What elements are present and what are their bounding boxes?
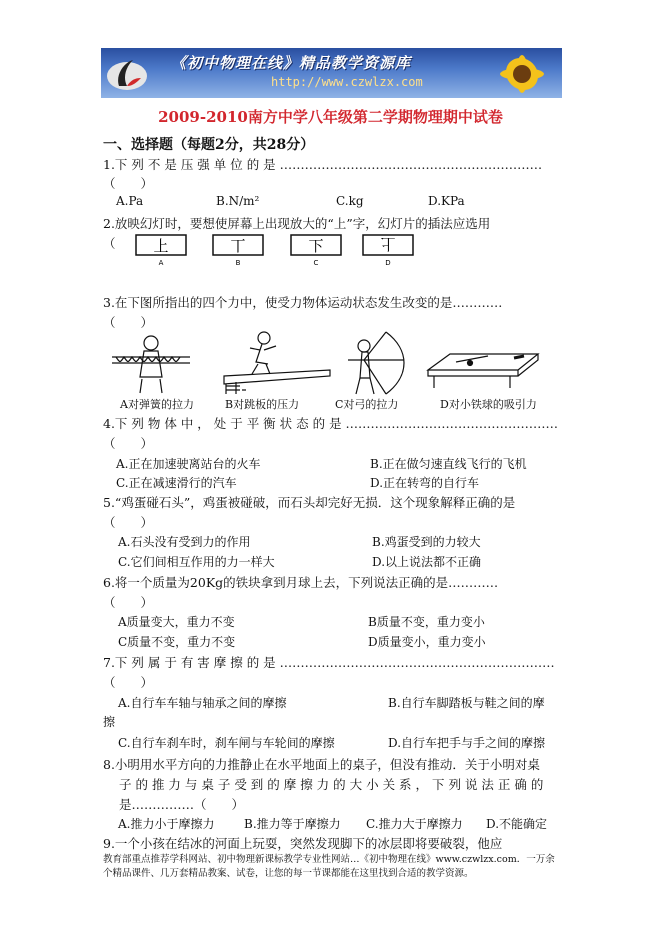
question-1-stem: 1.下 列 不 是 压 强 单 位 的 是 ……………………………………………………… <box>103 157 543 172</box>
q3-option-a: A对弹簧的拉力 <box>120 398 194 411</box>
q1-option-d: D.KPa <box>428 194 465 208</box>
magnet-ball-figure <box>426 336 540 392</box>
q6-option-d: D质量变小，重力变小 <box>368 635 486 649</box>
question-9-line-1: 9.一个小孩在结冰的河面上玩耍，突然发现脚下的冰层即将要破裂，他应 <box>103 836 503 851</box>
spring-figure <box>106 333 196 395</box>
bow-figure <box>340 330 412 396</box>
q7-option-c: C.自行车刹车时，刹车闸与车轮间的摩擦 <box>118 736 335 750</box>
q6-option-a: A质量变大，重力不变 <box>118 615 235 629</box>
q8-option-b: B.推力等于摩擦力 <box>244 817 341 831</box>
question-1-paren: （ ） <box>103 176 154 191</box>
footer-line-1: 教育部重点推荐学科网站、初中物理新课标教学专业性网站…《初中物理在线》www.czwlzx.com．一万余 <box>103 854 555 865</box>
slide-glyph-a: 上 <box>153 237 169 255</box>
question-7-paren: （ ） <box>103 675 154 690</box>
q7-option-d: D.自行车把手与手之间的摩擦 <box>388 736 546 750</box>
question-2-paren: （ <box>103 236 116 251</box>
q8-option-c: C.推力大于摩擦力 <box>366 817 463 831</box>
header-banner <box>101 48 562 98</box>
q3-option-b: B对跳板的压力 <box>225 398 300 411</box>
section-heading: 一、选择题（每题2分，共28分） <box>103 137 315 153</box>
question-8-line-1: 8.小明用水平方向的力推静止在水平地面上的桌子，但没有推动．关于小明对桌 <box>103 757 540 772</box>
slide-option-b <box>211 233 267 267</box>
q6-option-c: C质量不变，重力不变 <box>118 635 236 649</box>
q7-option-a: A.自行车车轴与轴承之间的摩擦 <box>118 696 287 710</box>
page-title: 2009-2010南方中学八年级第二学期物理期中试卷 <box>158 108 503 126</box>
slide-option-a <box>134 233 190 267</box>
slide-option-c <box>289 233 345 267</box>
logo-icon <box>105 54 149 94</box>
question-4-paren: （ ） <box>103 436 154 451</box>
slide-label-a: A <box>158 259 164 267</box>
q7-option-b-cont: 擦 <box>103 715 116 729</box>
q1-option-a: A.Pa <box>116 194 144 208</box>
q1-option-b: B.N/m² <box>216 194 260 208</box>
slide-label-b: B <box>235 259 241 267</box>
question-6-paren: （ ） <box>103 595 154 610</box>
banner-url: http://www.czwlzx.com <box>271 75 423 89</box>
diving-board-figure <box>222 330 332 396</box>
question-8-line-3: 是……………（ ） <box>119 797 245 812</box>
slide-label-c: C <box>313 259 319 267</box>
slide-glyph-d: 上 <box>380 235 396 253</box>
q5-option-b: B.鸡蛋受到的力较大 <box>372 535 481 549</box>
q8-option-d: D.不能确定 <box>486 817 548 831</box>
question-3-paren: （ ） <box>103 315 154 330</box>
slide-option-d <box>361 233 417 267</box>
question-6-stem: 6.将一个质量为20Kg的铁块拿到月球上去，下列说法正确的是………… <box>103 575 499 590</box>
question-5-stem: 5.“鸡蛋碰石头”，鸡蛋被碰破，而石头却完好无损．这个现象解释正确的是 <box>103 495 516 510</box>
slide-glyph-c: 下 <box>308 237 324 255</box>
slide-label-d: D <box>385 259 391 267</box>
slide-glyph-b: 丅 <box>230 237 246 255</box>
q7-option-b: B.自行车脚踏板与鞋之间的摩 <box>388 696 545 710</box>
q8-option-a: A.推力小于摩擦力 <box>118 817 215 831</box>
q4-option-a: A.正在加速驶离站台的火车 <box>116 457 261 471</box>
footer-line-2: 个精品课件、几万套精品教案、试卷，让您的每一节课都能在这里找到合适的教学资源。 <box>103 868 474 879</box>
q4-option-b: B.正在做匀速直线飞行的飞机 <box>370 457 527 471</box>
question-4-stem: 4.下 列 物 体 中 ， 处 于 平 衡 状 态 的 是 …………………………………………… <box>103 416 559 431</box>
question-2-stem: 2.放映幻灯时，要想使屏幕上出现放大的“上”字，幻灯片的插法应选用 <box>103 216 491 231</box>
q3-option-d: D对小铁球的吸引力 <box>440 398 537 411</box>
question-8-line-2: 子 的 推 力 与 桌 子 受 到 的 摩 擦 力 的 大 小 关 系 ， 下 列 说 法 正 确 的 <box>119 777 544 792</box>
q5-option-d: D.以上说法都不正确 <box>372 555 482 569</box>
question-3-stem: 3.在下图所指出的四个力中，使受力物体运动状态发生改变的是………… <box>103 295 503 310</box>
banner-title: 《初中物理在线》精品教学资源库 <box>171 54 412 72</box>
sunflower-icon <box>490 54 554 94</box>
q5-option-a: A.石头没有受到力的作用 <box>118 535 251 549</box>
q1-option-c: C.kg <box>336 194 364 208</box>
q4-option-d: D.正在转弯的自行车 <box>370 476 480 490</box>
page-footer <box>103 853 573 881</box>
question-5-paren: （ ） <box>103 515 154 530</box>
q4-option-c: C.正在减速滑行的汽车 <box>116 476 237 490</box>
q5-option-c: C.它们间相互作用的力一样大 <box>118 555 275 569</box>
q6-option-b: B质量不变，重力变小 <box>368 615 485 629</box>
q3-option-c: C对弓的拉力 <box>335 398 399 411</box>
question-7-stem: 7.下 列 属 于 有 害 摩 擦 的 是 ………………………………………………………… <box>103 655 555 670</box>
